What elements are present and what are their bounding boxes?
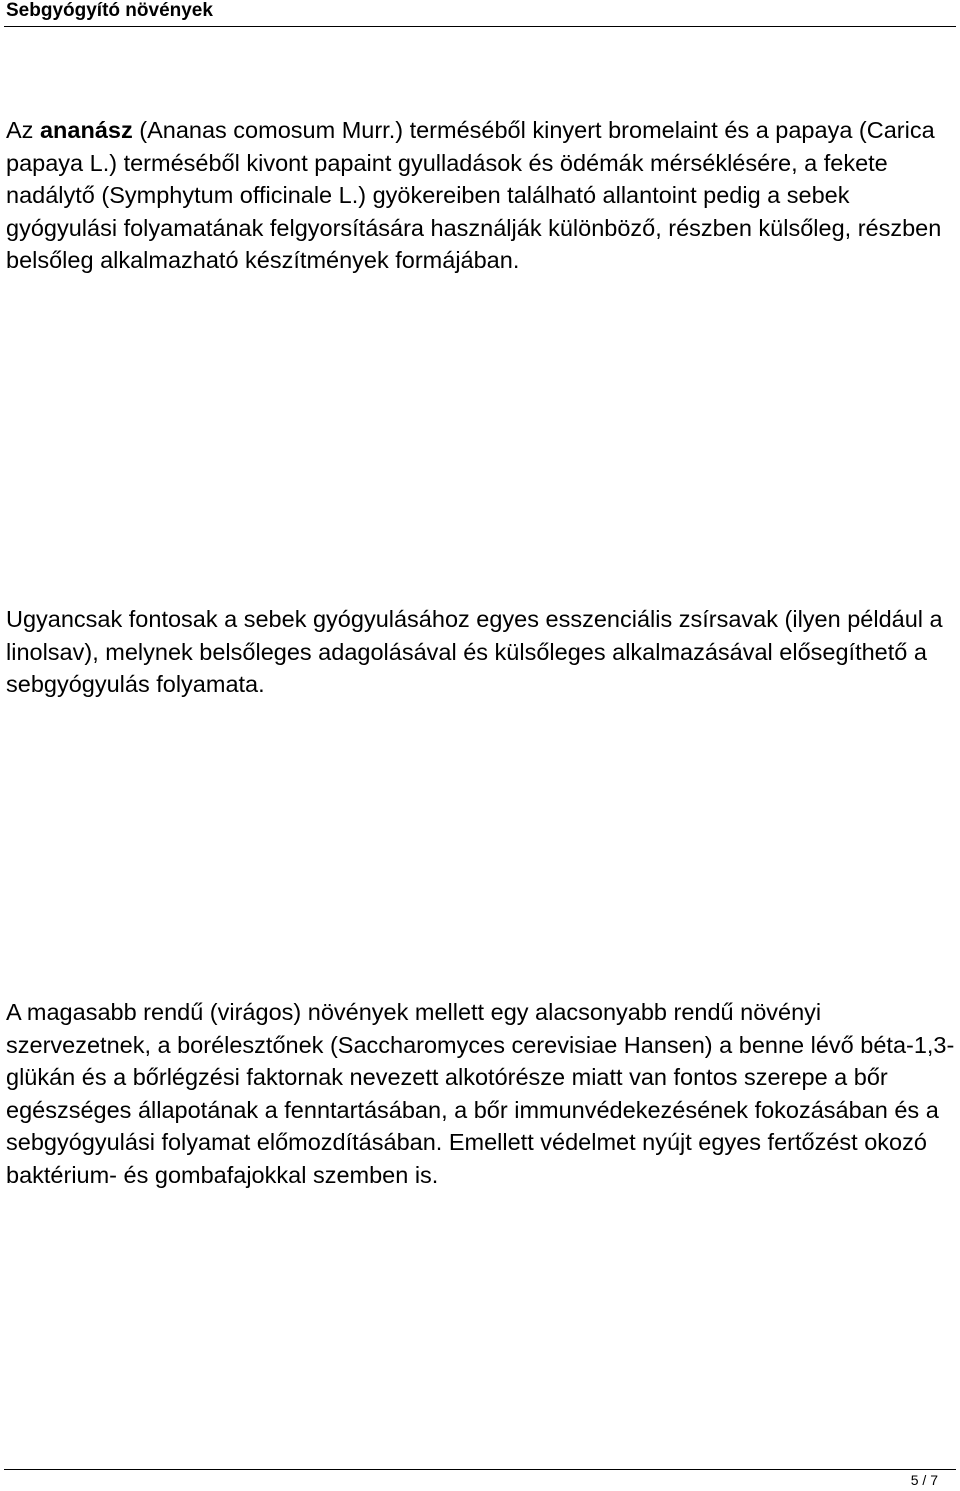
paragraph-rest: (Ananas comosum Murr.) terméséből kinyert bromelaint és a papaya (Carica papaya L.) terméséből kivont papaint gyulladások és ödémák mérséklésére, a fekete nadálytő (Symphytum officinale L.) gyökereiben található allantoint pedig a sebek gyógyulási folyamatának felgyorsítására használják különböző, részben külsőleg, részben belsőleg alkalmazható készítmények formájában. [6, 117, 942, 274]
paragraph-pineapple [6, 114, 956, 277]
footer-divider [4, 1469, 956, 1470]
page-header-title: Sebgyógyító növények [6, 0, 213, 21]
paragraph-prefix: Az [6, 117, 40, 143]
paragraph-yeast: A magasabb rendű (virágos) növények mellett egy alacsonyabb rendű növényi szervezetnek, a borélesztőnek (Saccharomyces cerevisiae Hansen) a benne lévő béta-1,3-glükán és a bőrlégzési faktornak nevezett alkotórésze miatt van fontos szerepe a bőr egészséges állapotának a fenntartásában, a bőr immunvédekezésének fokozásában és a sebgyógyulási folyamat előmozdításában. Emellett védelmet nyújt egyes fertőzést okozó baktérium- és gombafajokkal szemben is. [6, 999, 955, 1188]
header-divider [4, 26, 956, 27]
page-number: 5 / 7 [910, 1472, 938, 1488]
highlighted-term: ananász [39, 117, 133, 143]
paragraph-fatty-acids: Ugyancsak fontosak a sebek gyógyulásához egyes esszenciális zsírsavak (ilyen például a linolsav), melynek belsőleges adagolásával és külsőleges alkalmazásával elősegíthető a sebgyógyulás folyamata. [6, 606, 943, 698]
